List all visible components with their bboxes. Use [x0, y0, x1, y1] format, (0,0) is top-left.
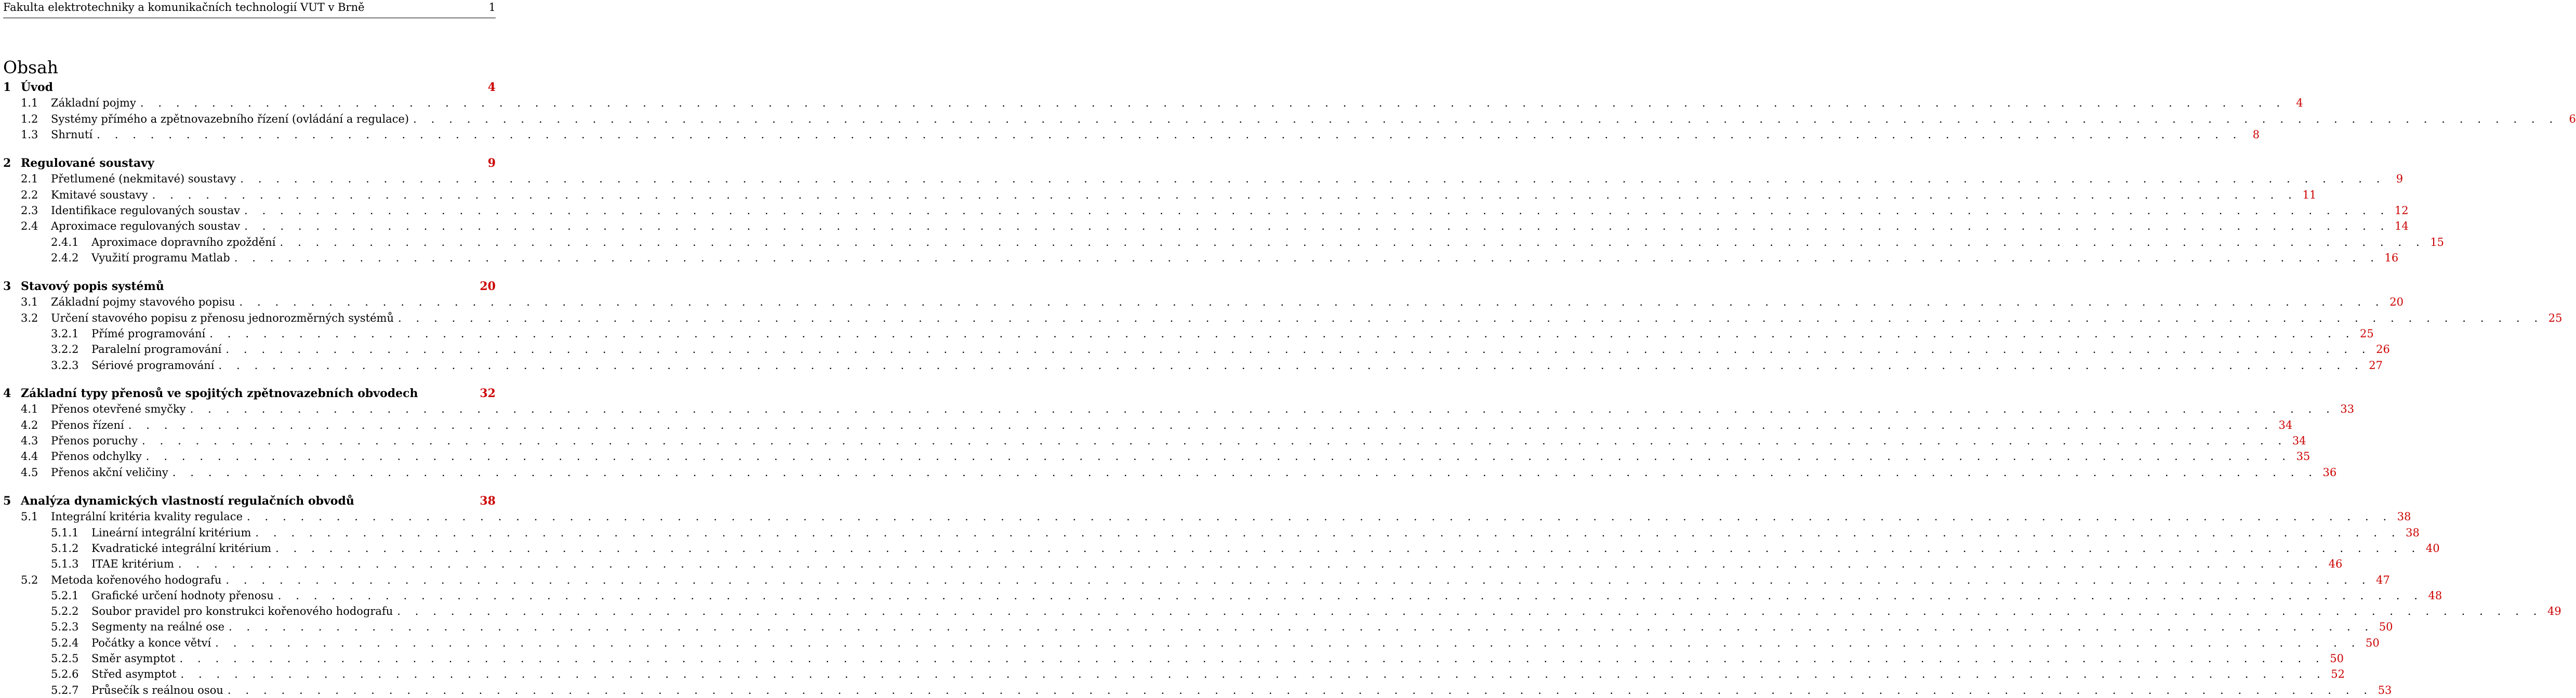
toc-page-link[interactable]: 20: [480, 280, 496, 293]
dot-leader: . . . . . . . . . . . . . . . . . . . . . . . . . . . . . . . . . . . . . . . . . . . . . . . . . . . . . . . . . . . . . . . . . . . . . . . . . . . . . . . . . . . . . . . . . . . . . . . . . . . . . . . . . . . . . . . . . . . . . . . .: [244, 220, 2390, 233]
toc-subsection-number: 5.2.3: [51, 621, 79, 634]
dot-leader: . . . . . . . . . . . . . . . . . . . . . . . . . . . . . . . . . . . . . . . . . . . . . . . . . . . . . . . . . . . . . . . . . . . . . . . . . . . . . . . . . . . . . . . . . . . . . . . . . . . . . . . . . . . . . . . . . . . . . . . .: [239, 296, 2385, 309]
toc-chapter-entry[interactable]: [3, 279, 496, 294]
toc-section-entry[interactable]: [3, 203, 2409, 218]
toc-section-number: 1.2: [21, 112, 38, 125]
toc-subsection-entry[interactable]: [3, 326, 2374, 341]
toc-section-number: 4.1: [21, 403, 38, 416]
toc-page-link[interactable]: 50: [2330, 652, 2344, 665]
toc-section-number: 1.1: [21, 97, 38, 110]
dot-leader: . . . . . . . . . . . . . . . . . . . . . . . . . . . . . . . . . . . . . . . . . . . . . . . . . . . . . . . . . . . . . . . . . . . . . . . . . . . . . . . . . . . . . . . . . . . . . . . . . . . . . . . . . . . . . . . . . . . . . . . .: [225, 343, 2371, 356]
toc-page-link[interactable]: 12: [2394, 204, 2409, 217]
toc-page-link[interactable]: 9: [487, 156, 496, 170]
dot-leader: . . . . . . . . . . . . . . . . . . . . . . . . . . . . . . . . . . . . . . . . . . . . . . . . . . . . . . . . . . . . . . . . . . . . . . . . . . . . . . . . . . . . . . . . . . . . . . . . . . . . . . . . . . . . . . . . . . . . . . . .: [218, 359, 2364, 372]
toc-section-number: 2.1: [21, 173, 38, 186]
toc-page-link[interactable]: 53: [2378, 683, 2392, 696]
toc-chapter-entry[interactable]: [3, 80, 496, 95]
toc-subsection-entry[interactable]: [3, 588, 2442, 603]
toc-page-link[interactable]: 34: [2278, 418, 2293, 431]
toc-subsection-entry[interactable]: [3, 541, 2440, 556]
dot-leader: . . . . . . . . . . . . . . . . . . . . . . . . . . . . . . . . . . . . . . . . . . . . . . . . . . . . . . . . . . . . . . . . . . . . . . . . . . . . . . . . . . . . . . . . . . . . . . . . . . . . . . . . . . . . . . . . . . . . . . . .: [178, 558, 2323, 571]
toc-section-entry[interactable]: [3, 95, 2303, 111]
dot-leader: . . . . . . . . . . . . . . . . . . . . . . . . . . . . . . . . . . . . . . . . . . . . . . . . . . . . . . . . . . . . . . . . . . . . . . . . . . . . . . . . . . . . . . . . . . . . . . . . . . . . . . . . . . . . . . . . . . . . . . . .: [397, 605, 2543, 618]
toc-section-entry[interactable]: [3, 433, 2306, 449]
toc-subsection-number: 5.1.3: [51, 558, 79, 571]
dot-leader: . . . . . . . . . . . . . . . . . . . . . . . . . . . . . . . . . . . . . . . . . . . . . . . . . . . . . . . . . . . . . . . . . . . . . . . . . . . . . . . . . . . . . . . . . . . . . . . . . . . . . . . . . . . . . . . . . . . . . . . .: [172, 466, 2318, 479]
dot-leader: . . . . . . . . . . . . . . . . . . . . . . . . . . . . . . . . . . . . . . . . . . . . . . . . . . . . . . . . . . . . . . . . . . . . . . . . . . . . . . . . . . . . . . . . . . . . . . . . . . . . . . . . . . . . . . . . . . . . . . . .: [229, 621, 2374, 634]
dot-leader: . . . . . . . . . . . . . . . . . . . . . . . . . . . . . . . . . . . . . . . . . . . . . . . . . . . . . . . . . . . . . . . . . . . . . . . . . . . . . . . . . . . . . . . . . . . . . . . . . . . . . . . . . . . . . . . . . . . . . . . .: [142, 434, 2287, 447]
toc-subsection-title: Sériové programování: [91, 359, 215, 372]
dot-leader: . . . . . . . . . . . . . . . . . . . . . . . . . . . . . . . . . . . . . . . . . . . . . . . . . . . . . . . . . . . . . . . . . . . . . . . . . . . . . . . . . . . . . . . . . . . . . . . . . . . . . . . . . . . . . . . . . . . . . . . .: [247, 510, 2392, 523]
dot-leader: . . . . . . . . . . . . . . . . . . . . . . . . . . . . . . . . . . . . . . . . . . . . . . . . . . . . . . . . . . . . . . . . . . . . . . . . . . . . . . . . . . . . . . . . . . . . . . . . . . . . . . . . . . . . . . . . . . . . . . . .: [145, 450, 2291, 463]
toc-subsection-number: 2.4.1: [51, 235, 79, 248]
dot-leader: . . . . . . . . . . . . . . . . . . . . . . . . . . . . . . . . . . . . . . . . . . . . . . . . . . . . . . . . . . . . . . . . . . . . . . . . . . . . . . . . . . . . . . . . . . . . . . . . . . . . . . . . . . . . . . . . . . . . . . . .: [397, 311, 2543, 324]
toc-section-title: Metoda kořenového hodografu: [51, 573, 222, 586]
toc-section-number: 2.4: [21, 220, 38, 233]
dot-leader: . . . . . . . . . . . . . . . . . . . . . . . . . . . . . . . . . . . . . . . . . . . . . . . . . . . . . . . . . . . . . . . . . . . . . . . . . . . . . . . . . . . . . . . . . . . . . . . . . . . . . . . . . . . . . . . . . . . . . . . .: [225, 573, 2371, 586]
toc-subsection-entry[interactable]: [3, 651, 2344, 666]
toc-section-number: 4.2: [21, 418, 38, 431]
running-header: [3, 0, 496, 18]
toc-section-entry[interactable]: [3, 187, 2317, 203]
toc-subsection-number: 3.2.1: [51, 327, 79, 340]
dot-leader: . . . . . . . . . . . . . . . . . . . . . . . . . . . . . . . . . . . . . . . . . . . . . . . . . . . . . . . . . . . . . . . . . . . . . . . . . . . . . . . . . . . . . . . . . . . . . . . . . . . . . . . . . . . . . . . . . . . . . . . .: [280, 235, 2425, 248]
toc-subsection-number: 3.2.3: [51, 359, 79, 372]
toc-page-link[interactable]: 36: [2322, 466, 2337, 479]
toc-section-number: 5.1: [21, 510, 38, 523]
toc-subsection-entry[interactable]: [3, 250, 2399, 266]
toc-subsection-entry[interactable]: [3, 341, 2390, 357]
toc-page-link[interactable]: 20: [2389, 296, 2404, 309]
toc-subsection-entry[interactable]: [3, 556, 2343, 572]
toc-page-link[interactable]: 47: [2376, 573, 2390, 586]
toc-chapter-number: 4: [3, 387, 11, 400]
toc-subsection-entry[interactable]: [3, 666, 2345, 682]
toc-page-link[interactable]: 50: [2379, 621, 2393, 634]
toc-section-number: 4.4: [21, 450, 38, 463]
toc-subsection-title: Soubor pravidel pro konstrukci kořenového hodografu: [91, 605, 393, 618]
dot-leader: . . . . . . . . . . . . . . . . . . . . . . . . . . . . . . . . . . . . . . . . . . . . . . . . . . . . . . . . . . . . . . . . . . . . . . . . . . . . . . . . . . . . . . . . . . . . . . . . . . . . . . . . . . . . . . . . . . . . . . . .: [277, 589, 2423, 602]
toc-section-entry[interactable]: [3, 127, 2260, 142]
toc-page-link[interactable]: 16: [2384, 251, 2399, 264]
toc-subsection-number: 5.2.7: [51, 683, 79, 696]
toc-section-title: Aproximace regulovaných soustav: [51, 220, 241, 233]
toc-chapter-title: Stavový popis systémů: [21, 280, 164, 293]
toc-section-title: Systémy přímého a zpětnovazebního řízení (ovládání a regulace): [51, 112, 409, 125]
toc-section-entry[interactable]: [3, 401, 2355, 417]
toc-page-link[interactable]: 34: [2292, 434, 2306, 447]
toc-subsection-title: Aproximace dopravního zpoždění: [91, 235, 276, 248]
toc-chapter-number: 2: [3, 156, 11, 170]
toc-subsection-number: 5.2.2: [51, 605, 79, 618]
toc-section-title: Přenos akční veličiny: [51, 466, 168, 479]
dot-leader: . . . . . . . . . . . . . . . . . . . . . . . . . . . . . . . . . . . . . . . . . . . . . . . . . . . . . . . . . . . . . . . . . . . . . . . . . . . . . . . . . . . . . . . . . . . . . . . . . . . . . . . . . . . . . . . . . . . . . . . .: [152, 188, 2298, 201]
toc-subsection-number: 5.2.5: [51, 652, 79, 665]
toc-subsection-entry[interactable]: [3, 619, 2393, 635]
toc-section-number: 1.3: [21, 128, 38, 141]
toc-chapter-number: 1: [3, 81, 11, 94]
toc-section-title: Přenos poruchy: [51, 434, 138, 447]
toc-section-title: Přenos odchylky: [51, 450, 142, 463]
toc-page-link[interactable]: 8: [2252, 128, 2260, 141]
toc-page-link[interactable]: 46: [2328, 558, 2343, 571]
toc-page-link[interactable]: 26: [2376, 343, 2390, 356]
toc-subsection-title: Přímé programování: [91, 327, 206, 340]
toc-subsection-number: 5.2.1: [51, 589, 79, 602]
toc-page-link[interactable]: 27: [2369, 359, 2383, 372]
toc-subsection-number: 5.1.2: [51, 542, 79, 555]
toc-subsection-title: Paralelní programování: [91, 343, 222, 356]
toc-section-number: 3.1: [21, 296, 38, 309]
dot-leader: . . . . . . . . . . . . . . . . . . . . . . . . . . . . . . . . . . . . . . . . . . . . . . . . . . . . . . . . . . . . . . . . . . . . . . . . . . . . . . . . . . . . . . . . . . . . . . . . . . . . . . . . . . . . . . . . . . . . . . . .: [234, 251, 2380, 264]
toc-subsection-entry[interactable]: [3, 234, 2445, 250]
toc-subsection-title: Grafické určení hodnoty přenosu: [91, 589, 274, 602]
toc-section-entry[interactable]: [3, 417, 2293, 433]
toc-subsection-entry[interactable]: [3, 635, 2380, 651]
toc-section-title: Přenos řízení: [51, 418, 124, 431]
dot-leader: . . . . . . . . . . . . . . . . . . . . . . . . . . . . . . . . . . . . . . . . . . . . . . . . . . . . . . . . . . . . . . . . . . . . . . . . . . . . . . . . . . . . . . . . . . . . . . . . . . . . . . . . . . . . . . . . . . . . . . . .: [215, 636, 2360, 649]
toc-section-entry[interactable]: [3, 509, 2411, 524]
toc-section-number: 3.2: [21, 311, 38, 324]
toc-chapter-title: Regulované soustavy: [21, 156, 154, 170]
toc-subsection-title: Segmenty na reálné ose: [91, 621, 224, 634]
dot-leader: . . . . . . . . . . . . . . . . . . . . . . . . . . . . . . . . . . . . . . . . . . . . . . . . . . . . . . . . . . . . . . . . . . . . . . . . . . . . . . . . . . . . . . . . . . . . . . . . . . . . . . . . . . . . . . . . . . . . . . . .: [128, 418, 2274, 431]
toc-chapter-title: Základní typy přenosů ve spojitých zpětnovazebních obvodech: [21, 387, 418, 400]
toc-section-number: 5.2: [21, 573, 38, 586]
toc-page-link[interactable]: 32: [480, 387, 496, 400]
toc-section-entry[interactable]: [3, 465, 2337, 480]
toc-page-link[interactable]: 33: [2340, 403, 2355, 416]
toc-section-title: Kmitavé soustavy: [51, 188, 148, 201]
toc-section-entry[interactable]: [3, 449, 2311, 464]
toc-section-entry[interactable]: [3, 111, 2576, 127]
toc-section-title: Přenos otevřené smyčky: [51, 403, 186, 416]
dot-leader: . . . . . . . . . . . . . . . . . . . . . . . . . . . . . . . . . . . . . . . . . . . . . . . . . . . . . . . . . . . . . . . . . . . . . . . . . . . . . . . . . . . . . . . . . . . . . . . . . . . . . . . . . . . . . . . . . . . . . . . .: [180, 668, 2326, 681]
toc-section-number: 4.5: [21, 466, 38, 479]
toc-subsection-title: Průsečík s reálnou osou: [91, 683, 223, 696]
toc-page-link[interactable]: 38: [480, 494, 496, 508]
toc-page-link[interactable]: 49: [2547, 605, 2561, 618]
toc-chapter-title: Analýza dynamických vlastností regulačních obvodů: [21, 494, 354, 508]
page-title: Obsah: [3, 57, 59, 78]
toc-page-link[interactable]: 4: [2296, 97, 2303, 110]
toc-subsection-title: Počátky a konce větví: [91, 636, 211, 649]
toc-subsection-title: Směr asymptot: [91, 652, 176, 665]
toc-page-link[interactable]: 11: [2302, 188, 2317, 201]
toc-section-entry[interactable]: [3, 218, 2409, 234]
toc-page-link[interactable]: 14: [2395, 220, 2409, 233]
toc-subsection-number: 5.2.4: [51, 636, 79, 649]
toc-subsection-title: ITAE kritérium: [91, 558, 174, 571]
toc-page-link[interactable]: 15: [2430, 235, 2445, 248]
toc-subsection-entry[interactable]: [3, 603, 2561, 619]
dot-leader: . . . . . . . . . . . . . . . . . . . . . . . . . . . . . . . . . . . . . . . . . . . . . . . . . . . . . . . . . . . . . . . . . . . . . . . . . . . . . . . . . . . . . . . . . . . . . . . . . . . . . . . . . . . . . . . . . . . . . . . .: [190, 403, 2335, 416]
dot-leader: . . . . . . . . . . . . . . . . . . . . . . . . . . . . . . . . . . . . . . . . . . . . . . . . . . . . . . . . . . . . . . . . . . . . . . . . . . . . . . . . . . . . . . . . . . . . . . . . . . . . . . . . . . . . . . . . . . . . . . . .: [140, 97, 2286, 110]
toc-chapter-entry[interactable]: [3, 155, 496, 171]
dot-leader: . . . . . . . . . . . . . . . . . . . . . . . . . . . . . . . . . . . . . . . . . . . . . . . . . . . . . . . . . . . . . . . . . . . . . . . . . . . . . . . . . . . . . . . . . . . . . . . . . . . . . . . . . . . . . . . . . . . . . . . .: [97, 128, 2242, 141]
toc-subsection-number: 2.4.2: [51, 251, 79, 264]
toc-page-link[interactable]: 6: [2569, 112, 2576, 125]
page-number: 1: [488, 1, 496, 14]
toc-section-title: Shrnutí: [51, 128, 93, 141]
toc-chapter-number: 5: [3, 494, 11, 508]
toc-subsection-entry[interactable]: [3, 525, 2420, 541]
toc-subsection-number: 3.2.2: [51, 343, 79, 356]
dot-leader: . . . . . . . . . . . . . . . . . . . . . . . . . . . . . . . . . . . . . . . . . . . . . . . . . . . . . . . . . . . . . . . . . . . . . . . . . . . . . . . . . . . . . . . . . . . . . . . . . . . . . . . . . . . . . . . . . . . . . . . .: [240, 173, 2386, 186]
toc-chapter-number: 3: [3, 280, 11, 293]
toc-subsection-title: Využití programu Matlab: [91, 251, 230, 264]
toc-section-title: Určení stavového popisu z přenosu jednorozměrných systémů: [51, 311, 394, 324]
toc-chapter-entry[interactable]: [3, 386, 496, 401]
toc-section-entry[interactable]: [3, 572, 2390, 588]
toc-subsection-number: 5.1.1: [51, 526, 79, 539]
toc-section-title: Integrální kritéria kvality regulace: [51, 510, 243, 523]
toc-subsection-title: Lineární integrální kritérium: [91, 526, 251, 539]
toc-page-link[interactable]: 25: [2548, 311, 2562, 324]
dot-leader: . . . . . . . . . . . . . . . . . . . . . . . . . . . . . . . . . . . . . . . . . . . . . . . . . . . . . . . . . . . . . . . . . . . . . . . . . . . . . . . . . . . . . . . . . . . . . . . . . . . . . . . . . . . . . . . . . . . . . . . .: [413, 112, 2558, 125]
toc-page-link[interactable]: 50: [2365, 636, 2380, 649]
toc-section-number: 2.2: [21, 188, 38, 201]
dot-leader: . . . . . . . . . . . . . . . . . . . . . . . . . . . . . . . . . . . . . . . . . . . . . . . . . . . . . . . . . . . . . . . . . . . . . . . . . . . . . . . . . . . . . . . . . . . . . . . . . . . . . . . . . . . . . . . . . . . . . . . .: [179, 652, 2325, 665]
toc-page-link[interactable]: 38: [2397, 510, 2411, 523]
toc-subsection-entry[interactable]: [3, 358, 2383, 373]
toc-section-entry[interactable]: [3, 310, 2562, 326]
toc-page-link[interactable]: 25: [2360, 327, 2374, 340]
dot-leader: . . . . . . . . . . . . . . . . . . . . . . . . . . . . . . . . . . . . . . . . . . . . . . . . . . . . . . . . . . . . . . . . . . . . . . . . . . . . . . . . . . . . . . . . . . . . . . . . . . . . . . . . . . . . . . . . . . . . . . . .: [244, 204, 2389, 217]
toc-section-number: 4.3: [21, 434, 38, 447]
toc-section-title: Základní pojmy: [51, 97, 136, 110]
toc-page-link[interactable]: 48: [2428, 589, 2442, 602]
toc-chapter-title: Úvod: [21, 81, 54, 94]
toc-section-title: Identifikace regulovaných soustav: [51, 204, 241, 217]
toc-page-link[interactable]: 35: [2296, 450, 2311, 463]
toc-subsection-entry[interactable]: [3, 682, 2392, 698]
toc-section-number: 2.3: [21, 204, 38, 217]
dot-leader: . . . . . . . . . . . . . . . . . . . . . . . . . . . . . . . . . . . . . . . . . . . . . . . . . . . . . . . . . . . . . . . . . . . . . . . . . . . . . . . . . . . . . . . . . . . . . . . . . . . . . . . . . . . . . . . . . . . . . . . .: [255, 526, 2401, 539]
dot-leader: . . . . . . . . . . . . . . . . . . . . . . . . . . . . . . . . . . . . . . . . . . . . . . . . . . . . . . . . . . . . . . . . . . . . . . . . . . . . . . . . . . . . . . . . . . . . . . . . . . . . . . . . . . . . . . . . . . . . . . . .: [227, 683, 2373, 696]
toc-section-entry[interactable]: [3, 294, 2404, 310]
dot-leader: . . . . . . . . . . . . . . . . . . . . . . . . . . . . . . . . . . . . . . . . . . . . . . . . . . . . . . . . . . . . . . . . . . . . . . . . . . . . . . . . . . . . . . . . . . . . . . . . . . . . . . . . . . . . . . . . . . . . . . . .: [275, 542, 2421, 555]
toc-subsection-number: 5.2.6: [51, 668, 79, 681]
toc-page-link[interactable]: 40: [2425, 542, 2440, 555]
toc-subsection-title: Kvadratické integrální kritérium: [91, 542, 272, 555]
dot-leader: . . . . . . . . . . . . . . . . . . . . . . . . . . . . . . . . . . . . . . . . . . . . . . . . . . . . . . . . . . . . . . . . . . . . . . . . . . . . . . . . . . . . . . . . . . . . . . . . . . . . . . . . . . . . . . . . . . . . . . . .: [209, 327, 2355, 340]
toc-page-link[interactable]: 38: [2406, 526, 2420, 539]
toc-section-title: Základní pojmy stavového popisu: [51, 296, 235, 309]
institution-name: Fakulta elektrotechniky a komunikačních technologií VUT v Brně: [3, 1, 365, 14]
toc-section-entry[interactable]: [3, 171, 2404, 187]
toc-section-title: Přetlumené (nekmitavé) soustavy: [51, 173, 236, 186]
toc-page-link[interactable]: 9: [2396, 173, 2404, 186]
toc-page-link[interactable]: 52: [2331, 668, 2345, 681]
toc-chapter-entry[interactable]: [3, 493, 496, 509]
toc-page-link[interactable]: 4: [487, 81, 496, 94]
toc-subsection-title: Střed asymptot: [91, 668, 177, 681]
